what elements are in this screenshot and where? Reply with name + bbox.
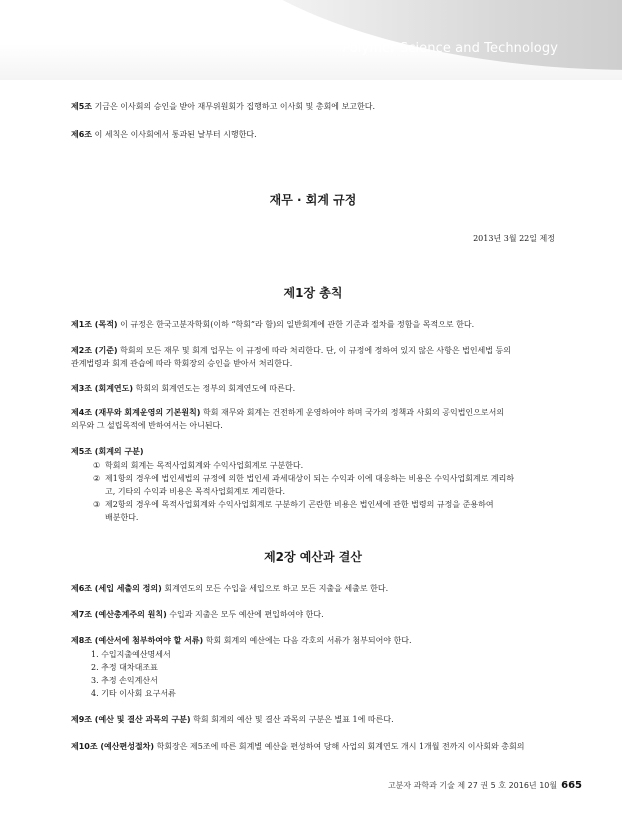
article-6-top: 제6조 이 세칙은 이사회에서 통과된 날부터 시행한다. (71, 130, 257, 139)
article-5-item-2: ② 제1항의 경우에 법인세법의 규정에 의한 법인세 과세대상이 되는 수익과 이에 대응하는 비용은 수익사업회계로 계리하 고, 기타의 수익과 비용은 목적사업회계로 계리한다. (93, 474, 515, 496)
article-6: 제6조 (세입 세출의 정의) 회계연도의 모든 수입을 세입으로 하고 모든 지출을 세출로 한다. (71, 584, 389, 593)
article-8-list-item: 4. 기타 이사회 요구서류 (91, 689, 176, 698)
article-7: 제7조 (예산총계주의 원칙) 수입과 지출은 모두 예산에 편입하여야 한다. (71, 610, 324, 619)
chapter-2-title: 제2장 예산과 결산 (264, 550, 362, 564)
page-footer (388, 780, 582, 791)
article-8-list-item: 2. 추정 대차대조표 (91, 663, 158, 672)
journal-name: Polymer Science and Technology (342, 41, 558, 56)
article-8: 제8조 (예산서에 첨부하여야 할 서류) 학회 회계의 예산에는 다음 각호의 서류가 첨부되어야 한다. (71, 636, 412, 645)
article-9: 제9조 (예산 및 결산 과목의 구분) 학회 회계의 예산 및 결산 과목의 구분은 별표 1에 따른다. (71, 715, 394, 724)
article-5-top: 제5조 기금은 이사회의 승인을 받아 재무위원회가 집행하고 이사회 및 총회에 보고한다. (71, 102, 376, 111)
article-5-item-1: ① 학회의 회계는 목적사업회계와 수익사업회계로 구분한다. (93, 461, 304, 470)
article-8-list-item: 1. 수입지출예산명세서 (91, 650, 171, 659)
article-4: 제4조 (재무와 회계운영의 기본원칙) 학회 재무와 회계는 건전하게 운영하여야 하며 국가의 정책과 사회의 공익법인으로서의 의무와 그 설립목적에 반하여서는 아니된다. (71, 408, 505, 430)
enactment-date: 2013년 3월 22일 제정 (473, 234, 555, 243)
article-5-item-3: ③ 제2항의 경우에 목적사업회계와 수익사업회계로 구분하기 곤란한 비용은 법인세에 관한 법령의 규정을 준용하여 배분한다. (93, 500, 494, 522)
article-8-list-item: 3. 추정 손익계산서 (91, 676, 158, 685)
footer-journal-info: 고분자 과학과 기술 제 27 권 5 호 2016년 10월 (387, 781, 558, 790)
article-2: 제2조 (기준) 학회의 모든 재무 및 회계 업무는 이 규정에 따라 처리한다. 단, 이 규정에 정하여 있지 않은 사항은 법인세법 등의 관계법령과 회계 관습에 따라 학회장의 승인을 받아서 처리한다. (71, 346, 512, 368)
article-1: 제1조 (목적) 이 규정은 한국고분자학회(이하 “학회”라 함)의 일반회계에 관한 기준과 절차를 정함을 목적으로 한다. (71, 320, 475, 329)
page-number: 665 (561, 780, 582, 791)
article-10: 제10조 (예산편성절차) 학회장은 제5조에 따른 회계별 예산을 편성하여 당해 사업의 회계연도 개시 1개월 전까지 이사회와 총회의 (71, 742, 525, 751)
article-3: 제3조 (회계연도) 학회의 회계연도는 정부의 회계연도에 따른다. (71, 384, 296, 393)
document-title: 재무 · 회계 규정 (269, 193, 357, 207)
chapter-1-title: 제1장 총칙 (283, 286, 343, 300)
article-5: 제5조 (회계의 구분) (71, 447, 144, 456)
